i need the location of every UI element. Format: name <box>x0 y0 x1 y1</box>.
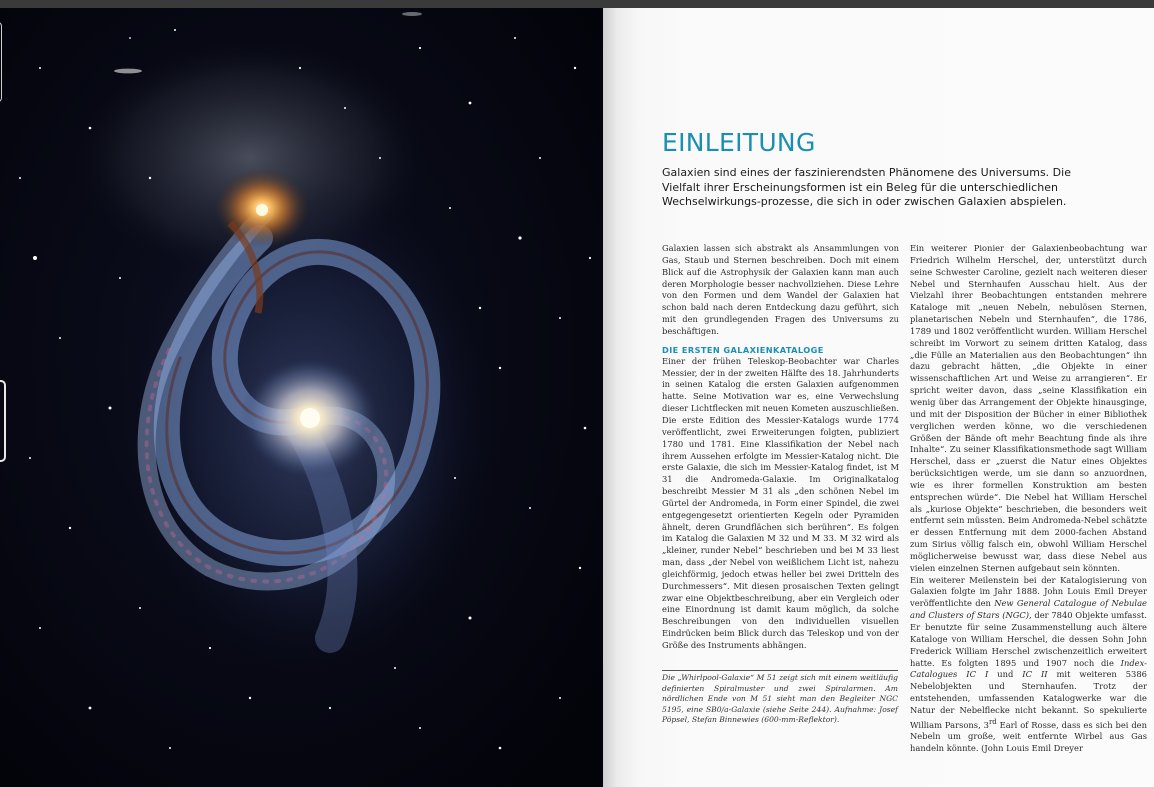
caption-text: Die „Whirlpool-Galaxie“ M 51 zeigt sich mit einem weitläufig definierten Spiralmuster und zwei Spiralarmen. Am nördlichen Ende von M 51 sieht man den Begleiter NGC 5195, eine SB0/a-Galaxie (siehe Seite 244). Aufnahme: Josef Pöpsel, Stefan Binnewies (600-mm-Reflektor). <box>662 673 898 725</box>
body-paragraph: Einer der frühen Teleskop-Beobachter war Charles Messier, der in der zweiten Hälfte des 18. Jahrhunderts in seinen Katalog die ersten Galaxien aufgenommen hatte. Seine Motivation war es, eine Verwechslung dieser Lichtflecken mit neuen Kometen auszuschließen. Die erste Edition des Messier-Katalogs wurde 1774 veröffentlicht, zwei Erweiterungen folgten, publiziert 1780 und 1781. Eine Klassifikation der Nebel nach ihrem Aussehen erfolgte im Messier-Katalog nicht. Die erste Galaxie, die sich im Messier-Katalog findet, ist M 31 die Andromeda-Galaxie. Im Originalkatalog beschreibt Messier M 31 als „den schönen Nebel im Gürtel der Andromeda, in Form einer Spindel, die zwei entgegengesetzt orientierten Kegeln oder Pyramiden ähnelt, deren Grundflächen sich berühren“. Es folgen im Katalog die Galaxien M 32 und M 33. M 32 wird als „kleiner, runder Nebel“ beschrieben und bei M 33 liest man, dass „der Nebel von weißlichem Licht ist, nahezu gleichförmig, jedoch etwas heller bei zwei Dritteln des Durchmessers“. Mit diesen prosaischen Texten gelingt zwar eine Objektbeschreibung, aber ein Vergleich oder eine Einordnung ist damit kaum möglich, da solche Beschreibungen von den individuellen visuellen Eindrücken beim Blick durch das Teleskop und von der Größe des Instruments abhängen. <box>662 355 899 650</box>
lead-paragraph: Galaxien sind eines der faszinierendsten Phänomene des Universums. Die Vielfalt ihrer Erscheinungsformen ist ein Beleg für die unterschiedlichen Wechselwirkungs-prozesse, die sich in oder zwischen Galaxien abspielen. <box>662 166 1071 209</box>
right-page-text <box>603 8 1154 787</box>
page-title: EINLEITUNG <box>662 128 816 157</box>
page-edge-marker <box>0 22 2 102</box>
text-column-left <box>662 243 899 652</box>
text-run: mit weiteren 5386 Nebelobjekten und Sternhaufen. Trotz der entstehenden, umfassenden Katalogwerke war die Natur der Nebelflecke nicht bekannt. So spekulierte William Parsons, 3 <box>910 669 1147 730</box>
viewer-top-bar <box>0 0 1154 8</box>
text-run: Ein weiterer Meilenstein bei der Katalogisierung von Galaxien folgte im Jahr 1888. John Louis Emil Dreyer veröffentlichte den <box>910 574 1147 609</box>
text-column-right <box>910 243 1147 755</box>
body-paragraph: Galaxien lassen sich abstrakt als Ansammlungen von Gas, Staub und Sternen beschreiben. Doch mit einem Blick auf die Astrophysik der Galaxien kann man auch deren Morphologie besser nachvollziehen. Diese Lehre von den Formen und dem Wandel der Galaxien hat schon bald nach deren Entdeckung dazu geführt, sich mit den grundlegenden Fragen des Universums zu beschäftigen. <box>662 243 899 336</box>
photo-caption <box>662 670 898 726</box>
text-run: der 7840 Objekte umfasst. Er benutzte für seine Zusammenstellung auch ältere Kataloge von William Herschel, die dessen Sohn John Frederick William Herschel zwischenzeitlich erweitert hatte. Es folgten 1895 und 1907 noch die <box>910 610 1147 668</box>
body-paragraph <box>910 575 1147 755</box>
catalog-title: IC II <box>1022 669 1048 680</box>
superscript: rd <box>988 717 997 726</box>
catalog-title: Index-Catalogues IC I <box>910 657 1147 680</box>
whirlpool-galaxy-image <box>0 8 603 787</box>
section-subheading: DIE ERSTEN GALAXIENKATALOGE <box>662 344 824 355</box>
catalog-title: New General Catalogue of Nebulae and Clusters of Stars (NGC), <box>910 598 1147 621</box>
page-turn-handle[interactable] <box>0 380 6 462</box>
left-page-photo <box>0 8 603 787</box>
text-run: und <box>988 669 1023 680</box>
text-run: Earl of Rosse, dass es sich bei den Nebeln um große, weit entfernte Wirbel aus Gas handeln könnte. (John Louis Emil Dreyer <box>910 719 1147 754</box>
body-paragraph: Ein weiterer Pionier der Galaxienbeobachtung war Friedrich Wilhelm Herschel, der, unterstützt durch seine Schwester Caroline, gezielt nach weiteren dieser Nebel und Sternhaufen Ausschau hielt. Aus der Vielzahl ihrer Beobachtungen entstanden mehrere Kataloge mit „neuen Nebeln, nebulösen Sternen, planetarischen Nebeln und Sternhaufen“, die 1786, 1789 und 1802 veröffentlicht wurden. William Herschel schreibt im Vorwort zu seinem dritten Katalog, dass „die Fülle an Materialien aus den Beobachtungen“ ihn dazu gebracht hätten, „die Objekte in einer wissenschaftlichen Art und Weise zu arrangieren“. Er spricht weiter davon, dass „seine Klassifikation ein wenig über das Arrangement der Objekte hinausginge, und mit der Disposition der Bücher in einer Bibliothek verglichen werden könne, wo die verschiedenen Größen der Bände oft mehr Beachtung finde als ihre Inhalte“. Zu seiner Klassifikationsmethode sagt William Herschel, dass er „zuerst die Natur eines Objektes berücksichtigen werde, um sie dann so anzuordnen, wie es ihrer formellen Konstruktion am besten entsprechen würde“. Die Nebel hat William Herschel als „kuriose Objekte“ beschrieben, die besonders weit entfernt sein müssten. Beim Andromeda-Nebel schätzte er dessen Entfernung mit dem 2000-fachen Abstand zum Sirius völlig falsch ein, obwohl William Herschel möglicherweise bewusst war, dass diese Nebel aus vielen einzelnen Sternen aufgebaut sein könnten. <box>910 243 1148 573</box>
